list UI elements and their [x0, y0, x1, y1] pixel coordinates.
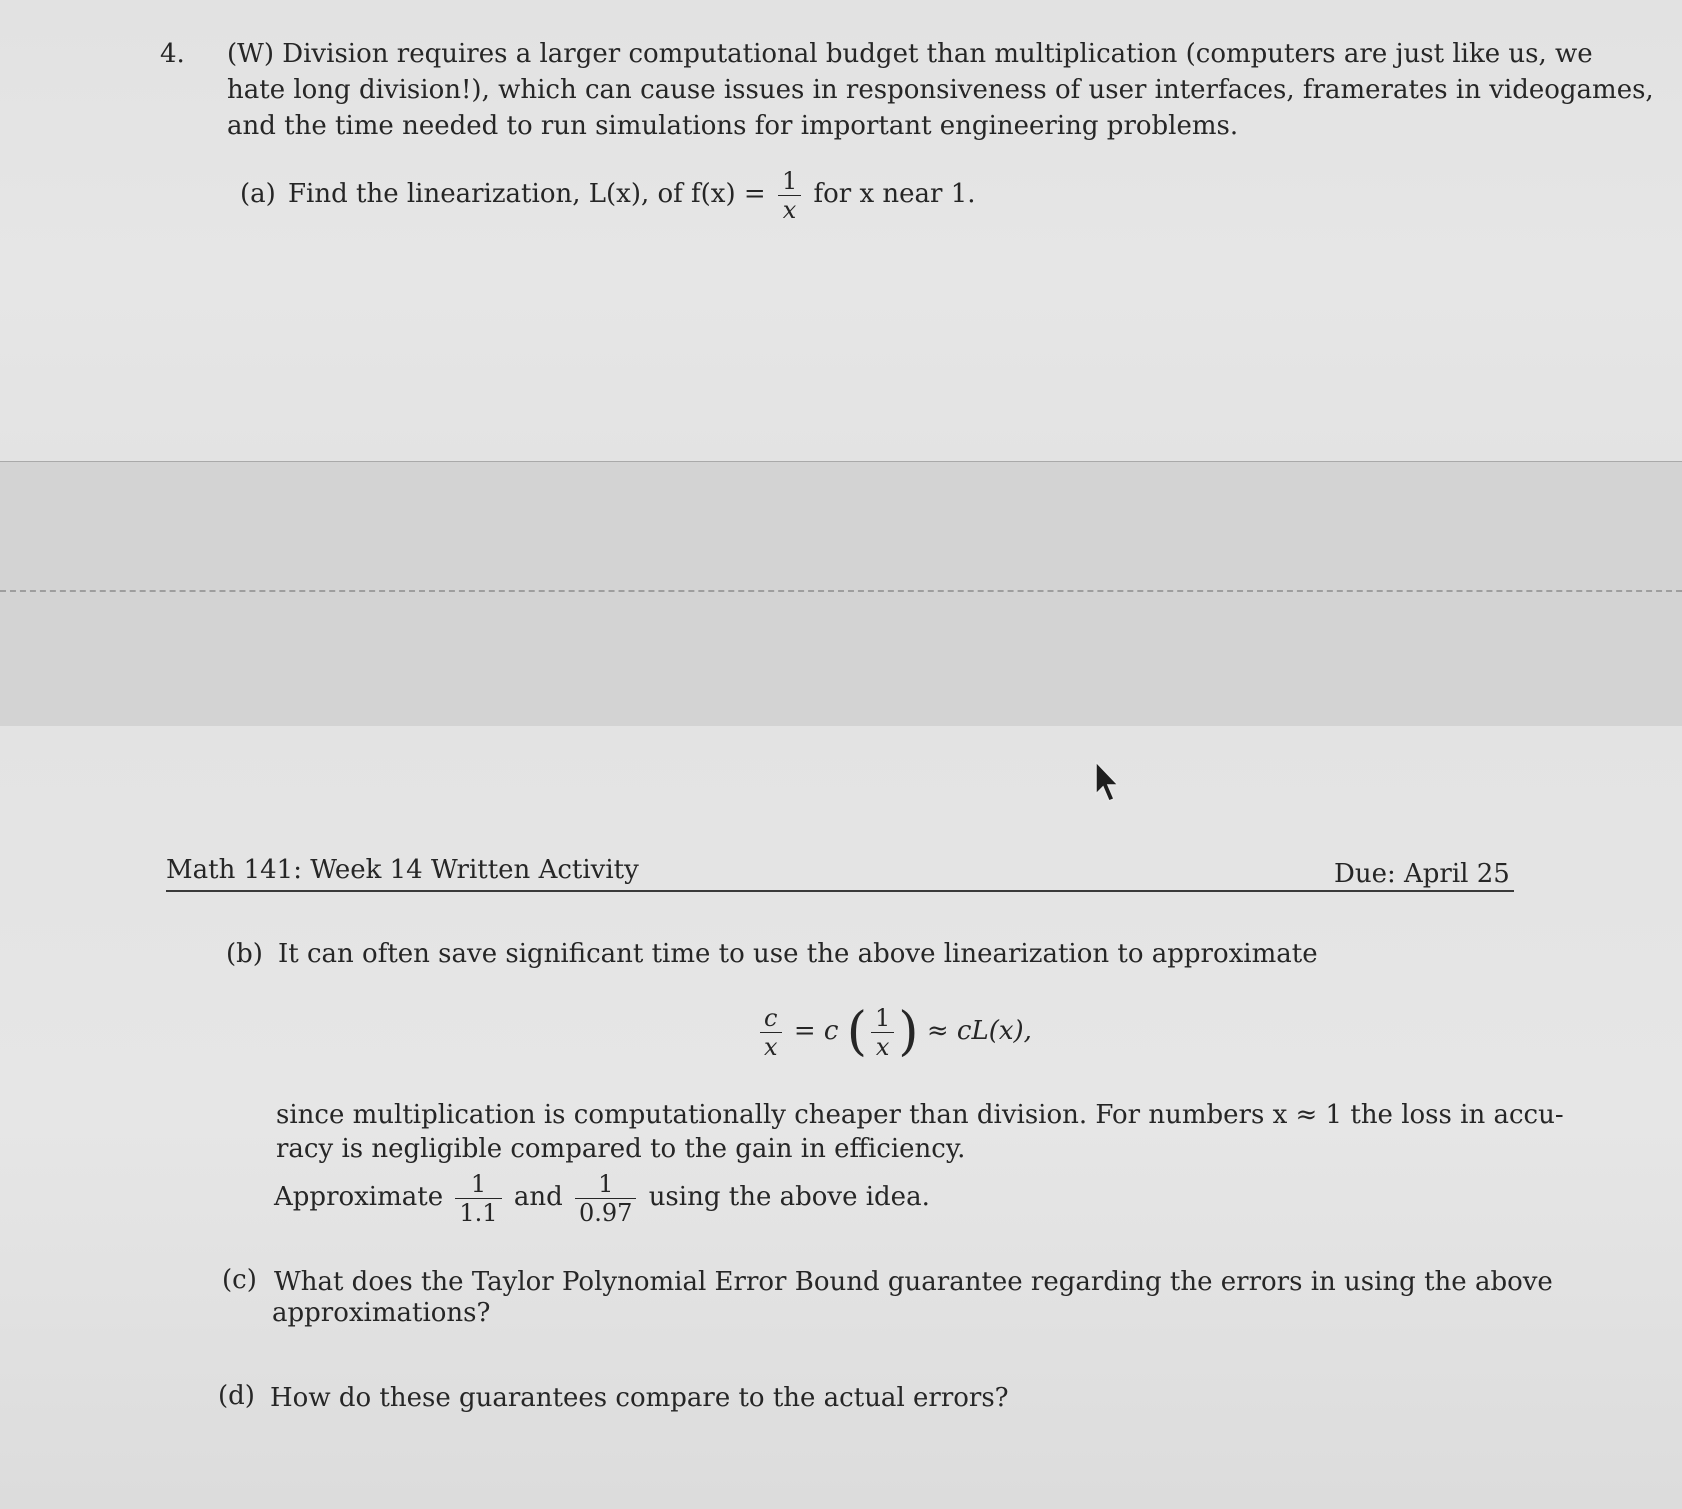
fraction-1-numerator: 1 [455, 1170, 501, 1199]
equation-fraction-c-over-x [760, 1004, 782, 1061]
question-line-1: (W) Division requires a larger computational budget than multiplication (computers are just like us, we [227, 39, 1593, 69]
part-a-text-before: Find the linearization, L(x), of f(x) = [288, 179, 766, 209]
approximate-word: Approximate [274, 1182, 444, 1212]
and-word: and [513, 1182, 563, 1212]
part-b-approximate [274, 1160, 930, 1234]
dashed-cut-line [0, 590, 1682, 592]
part-a-frac-denominator: x [782, 195, 797, 224]
fraction-1-over-1-1 [455, 1170, 501, 1227]
part-b-intro: It can often save significant time to use the above linearization to approximate [278, 939, 1318, 969]
part-d-label: (d) [218, 1381, 255, 1411]
fraction-2-denominator: 0.97 [578, 1198, 633, 1227]
part-b-equation [756, 996, 1032, 1066]
mouse-pointer-icon [1092, 760, 1122, 804]
part-a-fraction [778, 167, 801, 224]
due-date: Due: April 25 [1334, 859, 1510, 889]
equation-frac2-denominator: x [875, 1032, 890, 1061]
part-a-frac-numerator: 1 [778, 167, 801, 196]
equation-right-paren: ) [898, 1002, 919, 1062]
equation-frac1-numerator: c [760, 1004, 782, 1033]
header-rule [166, 890, 1514, 892]
equation-frac1-denominator: x [764, 1032, 778, 1061]
page-break-gap [0, 461, 1682, 727]
part-c-line-2: approximations? [272, 1298, 491, 1328]
question-line-3: and the time needed to run simulations for important engineering problems. [227, 111, 1239, 141]
part-b-line-3: racy is negligible compared to the gain in efficiency. [276, 1134, 966, 1164]
part-a-label: (a) [240, 179, 276, 209]
approximate-end: using the above idea. [648, 1182, 930, 1212]
equation-fraction-1-over-x [871, 1004, 894, 1061]
part-c-line-1: What does the Taylor Polynomial Error Bound guarantee regarding the errors in using the above [274, 1267, 1553, 1297]
question-number: 4. [160, 39, 185, 69]
equation-left-paren: ( [846, 1002, 867, 1062]
part-b-label: (b) [226, 939, 263, 969]
equation-end: ≈ cL(x), [926, 1016, 1032, 1046]
part-c-label: (c) [222, 1265, 257, 1295]
part-a-text-after: for x near 1. [813, 179, 976, 209]
equation-frac2-numerator: 1 [871, 1004, 894, 1033]
equation-middle: = c [793, 1016, 839, 1046]
part-b-line-2: since multiplication is computationally cheaper than division. For numbers x ≈ 1 the loss in accu- [276, 1100, 1564, 1130]
part-d-text: How do these guarantees compare to the actual errors? [270, 1383, 1009, 1413]
part-a-question [288, 157, 976, 231]
fraction-1-denominator: 1.1 [459, 1198, 498, 1227]
fraction-1-over-0-97 [575, 1170, 636, 1227]
fraction-2-numerator: 1 [575, 1170, 636, 1199]
course-title: Math 141: Week 14 Written Activity [166, 855, 639, 885]
question-line-2: hate long division!), which can cause issues in responsiveness of user interfaces, framerates in videogames, [227, 75, 1654, 105]
